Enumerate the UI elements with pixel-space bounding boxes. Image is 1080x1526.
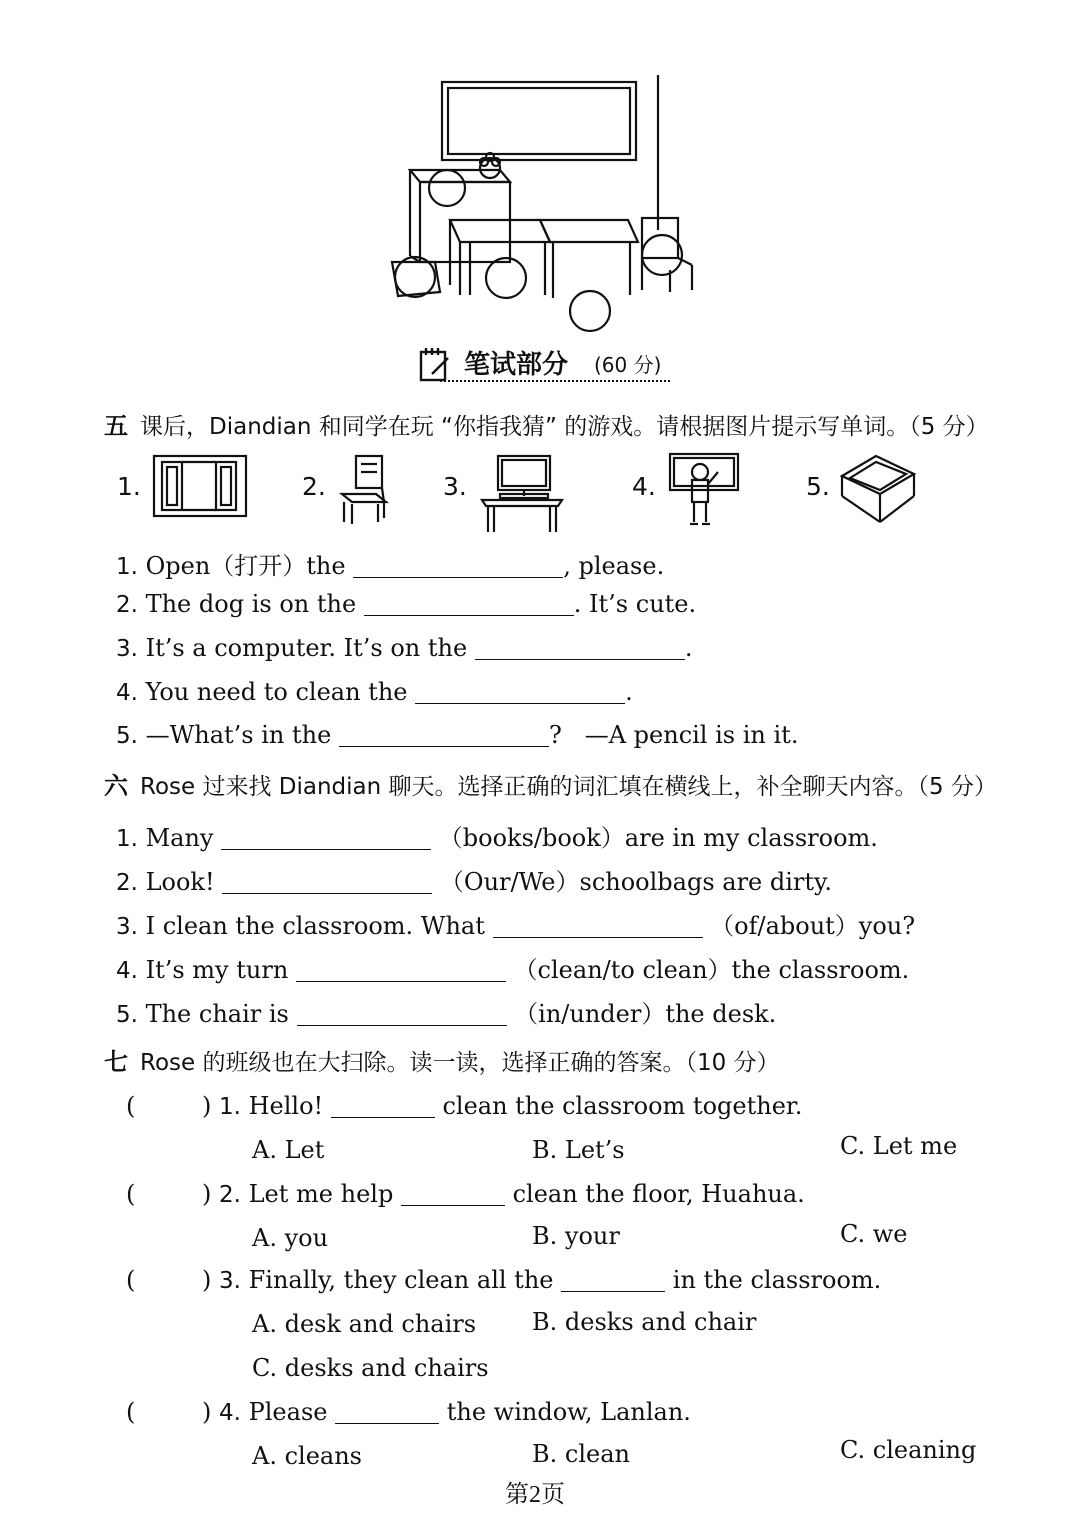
pencil-note-icon xyxy=(418,346,452,382)
s7-question-3: ) 3. Finally, they clean all the in the classroom. xyxy=(202,1266,882,1294)
answer-paren-open: ( xyxy=(126,1180,136,1208)
answer-bracket-slot[interactable] xyxy=(140,1180,198,1208)
page-number: 第2页 xyxy=(505,1482,565,1508)
s7-q3-option-a[interactable]: A. desk and chairs xyxy=(252,1310,477,1338)
answer-blank[interactable] xyxy=(401,1183,505,1206)
s7-q2-option-a[interactable]: A. you xyxy=(252,1224,329,1252)
window-icon xyxy=(150,452,250,520)
answer-paren-open: ( xyxy=(126,1398,136,1426)
s7-q2-option-c[interactable]: C. we xyxy=(840,1220,908,1248)
section7-number: 七 xyxy=(104,1048,128,1076)
s5-item-1: 1. Open（打开）the , please. xyxy=(116,552,665,580)
written-part-title: 笔试部分 xyxy=(464,350,569,380)
answer-blank[interactable] xyxy=(415,681,625,704)
section5-instruction: 课后，Diandian 和同学在玩 “你指我猜” 的游戏。请根据图片提示写单词。（5 分） xyxy=(140,414,989,440)
written-part-score: (60 分) xyxy=(594,353,662,377)
s7-question-2: ) 2. Let me help clean the floor, Huahua. xyxy=(202,1180,805,1208)
picture-number-1: 1. xyxy=(117,472,141,501)
picture-number-5: 5. xyxy=(806,472,830,501)
section6-title xyxy=(104,766,997,801)
section7-title xyxy=(104,1042,780,1077)
answer-blank[interactable] xyxy=(339,724,549,747)
answer-blank[interactable] xyxy=(297,1003,507,1026)
answer-blank[interactable] xyxy=(221,827,431,850)
s7-q4-option-c[interactable]: C. cleaning xyxy=(840,1436,977,1464)
answer-blank[interactable] xyxy=(561,1269,665,1292)
s7-q1-option-a[interactable]: A. Let xyxy=(252,1136,325,1164)
s7-q4-option-a[interactable]: A. cleans xyxy=(252,1442,362,1470)
s7-question-1: ) 1. Hello! clean the classroom together. xyxy=(202,1092,803,1120)
picture-number-3: 3. xyxy=(443,472,467,501)
section5-number: 五 xyxy=(104,412,128,440)
s6-item-4: 4. It’s my turn （clean/to clean）the classroom. xyxy=(116,956,910,984)
classroom-illustration xyxy=(380,70,700,340)
answer-blank[interactable] xyxy=(364,593,574,616)
answer-paren-open: ( xyxy=(126,1266,136,1294)
section5-title xyxy=(104,406,989,441)
picture-number-2: 2. xyxy=(302,472,326,501)
answer-blank[interactable] xyxy=(475,637,685,660)
s5-item-5: 5. —What’s in the ? —A pencil is in it. xyxy=(116,721,799,749)
answer-bracket-slot[interactable] xyxy=(140,1398,198,1426)
chair-icon xyxy=(336,452,392,526)
s5-item-4: 4. You need to clean the . xyxy=(116,678,633,706)
s7-question-4: ) 4. Please the window, Lanlan. xyxy=(202,1398,691,1426)
answer-blank[interactable] xyxy=(296,959,506,982)
answer-blank[interactable] xyxy=(353,555,563,578)
header-dotted-line xyxy=(440,380,670,382)
s6-item-3: 3. I clean the classroom. What （of/about）you? xyxy=(116,912,916,940)
computer-icon xyxy=(478,452,566,534)
s5-item-2: 2. The dog is on the . It’s cute. xyxy=(116,590,697,618)
answer-bracket-slot[interactable] xyxy=(140,1266,198,1294)
s7-q1-option-b[interactable]: B. Let’s xyxy=(532,1136,625,1164)
s7-q1-option-c[interactable]: C. Let me xyxy=(840,1132,958,1160)
s5-item-3: 3. It’s a computer. It’s on the . xyxy=(116,634,693,662)
answer-blank[interactable] xyxy=(222,871,432,894)
s7-q3-option-b[interactable]: B. desks and chair xyxy=(532,1308,757,1336)
written-part-header xyxy=(418,344,678,384)
picture-number-4: 4. xyxy=(632,472,656,501)
s7-q4-option-b[interactable]: B. clean xyxy=(532,1440,630,1468)
s6-item-2: 2. Look! （Our/We）schoolbags are dirty. xyxy=(116,868,833,896)
section7-instruction: Rose 的班级也在大扫除。读一读，选择正确的答案。（10 分） xyxy=(140,1050,780,1076)
box-icon xyxy=(838,452,918,526)
answer-paren-open: ( xyxy=(126,1092,136,1120)
boy-cleaning-blackboard-icon xyxy=(666,450,742,530)
answer-bracket-slot[interactable] xyxy=(140,1092,198,1120)
section6-number: 六 xyxy=(104,772,128,800)
s6-item-1: 1. Many （books/book）are in my classroom. xyxy=(116,824,878,852)
s7-q2-option-b[interactable]: B. your xyxy=(532,1222,620,1250)
s7-q3-option-c[interactable]: C. desks and chairs xyxy=(252,1354,489,1382)
answer-blank[interactable] xyxy=(335,1401,439,1424)
answer-blank[interactable] xyxy=(331,1095,435,1118)
s6-item-5: 5. The chair is （in/under）the desk. xyxy=(116,1000,777,1028)
answer-blank[interactable] xyxy=(493,915,703,938)
section6-instruction: Rose 过来找 Diandian 聊天。选择正确的词汇填在横线上，补全聊天内容。（5 分） xyxy=(140,774,997,800)
